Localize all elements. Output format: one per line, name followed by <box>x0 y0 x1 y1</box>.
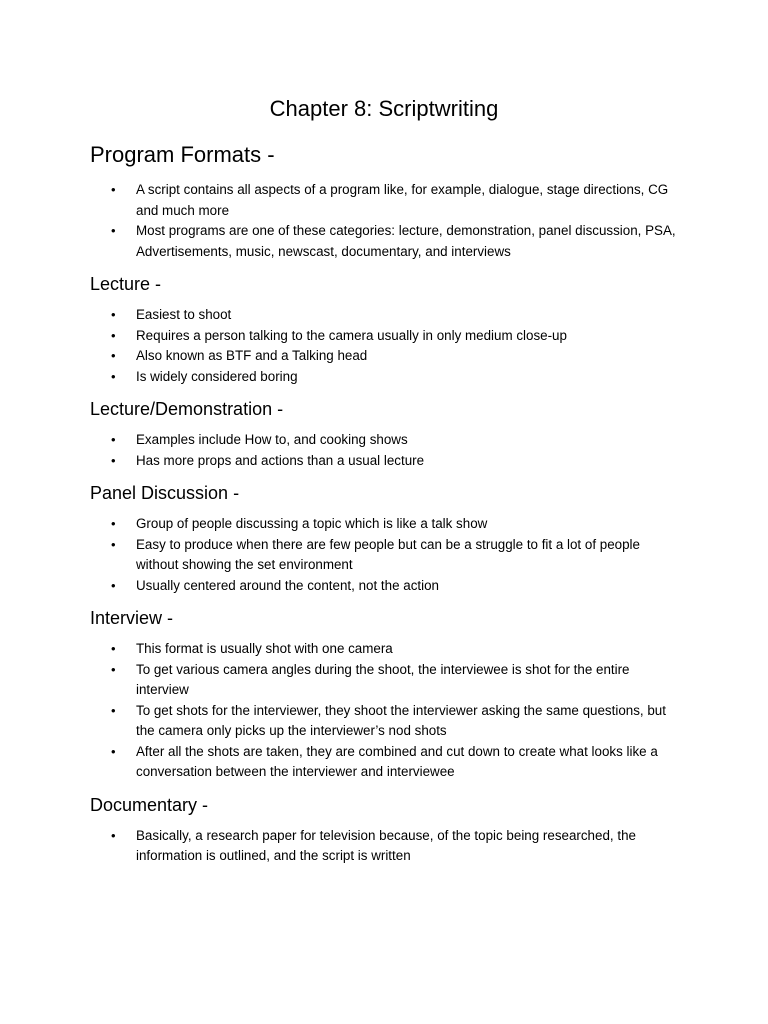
list-item-text: A script contains all aspects of a program like, for example, dialogue, stage directions, CG and much more <box>136 182 669 218</box>
section-documentary <box>90 793 680 867</box>
list-item-text: Most programs are one of these categories: lecture, demonstration, panel discussion, PSA, Advertisements, music, newscast, documentary, and interviews <box>136 223 676 259</box>
bullet-icon: • <box>111 327 116 343</box>
list-item <box>90 326 680 347</box>
bullet-icon: • <box>111 577 116 593</box>
list-item <box>90 430 680 451</box>
section-lecture-demonstration <box>90 397 680 471</box>
bullet-icon: • <box>111 348 116 363</box>
bullet-list <box>90 639 680 783</box>
list-item <box>90 367 680 388</box>
list-item-text: To get shots for the interviewer, they shoot the interviewer asking the same questions, but the camera only picks up the interviewer’s nod shots <box>136 702 666 738</box>
section-heading: Lecture - <box>90 274 162 294</box>
list-item-text: Also known as BTF and a Talking head <box>136 348 368 363</box>
list-item-text: Examples include How to, and cooking shows <box>136 432 408 447</box>
page-title: Chapter 8: Scriptwriting <box>269 96 499 121</box>
list-item <box>90 826 680 867</box>
document-body <box>90 136 680 867</box>
bullet-icon: • <box>111 452 116 468</box>
list-item <box>90 639 680 660</box>
list-item-text: Is widely considered boring <box>136 368 298 384</box>
section-heading: Panel Discussion - <box>90 483 240 503</box>
bullet-icon: • <box>111 223 116 238</box>
bullet-icon: • <box>111 661 116 677</box>
bullet-list <box>90 826 680 867</box>
list-item-text: Has more props and actions than a usual lecture <box>136 452 425 468</box>
bullet-list <box>90 305 680 387</box>
list-item-text: After all the shots are taken, they are combined and cut down to create what looks like a conversation between the interviewer and interviewee <box>136 743 658 779</box>
list-item <box>90 514 680 535</box>
bullet-list <box>90 180 680 262</box>
list-item-text: Easiest to shoot <box>136 307 232 322</box>
list-item-text: Basically, a research paper for television because, of the topic being researched, the information is outlined, and the script is written <box>136 827 636 863</box>
list-item-text: Easy to produce when there are few people but can be a struggle to fit a lot of people without showing the set environment <box>136 536 640 572</box>
bullet-icon: • <box>111 641 116 656</box>
list-item <box>90 701 680 742</box>
section-heading: Program Formats - <box>90 142 275 167</box>
list-item <box>90 742 680 783</box>
list-item <box>90 535 680 576</box>
bullet-icon: • <box>111 432 116 447</box>
list-item <box>90 660 680 701</box>
section-interview <box>90 606 680 783</box>
list-item <box>90 221 680 262</box>
section-lecture <box>90 272 680 387</box>
section-program-formats <box>90 140 680 262</box>
section-panel-discussion <box>90 481 680 596</box>
section-heading: Documentary - <box>90 794 209 815</box>
section-heading: Interview - <box>90 608 174 628</box>
bullet-list <box>90 514 680 596</box>
bullet-icon: • <box>111 182 116 197</box>
list-item-text: This format is usually shot with one camera <box>136 641 393 656</box>
list-item <box>90 346 680 367</box>
bullet-icon: • <box>111 368 116 384</box>
list-item <box>90 305 680 326</box>
bullet-icon: • <box>111 702 116 718</box>
list-item <box>90 180 680 221</box>
list-item <box>90 451 680 472</box>
bullet-list <box>90 430 680 471</box>
section-heading: Lecture/Demonstration - <box>90 399 284 419</box>
list-item <box>90 576 680 597</box>
list-item-text: Usually centered around the content, not the action <box>136 577 439 593</box>
list-item-text: Group of people discussing a topic which is like a talk show <box>136 516 488 531</box>
bullet-icon: • <box>111 307 116 322</box>
list-item-text: To get various camera angles during the shoot, the interviewee is shot for the entire interview <box>136 661 630 697</box>
bullet-icon: • <box>111 827 116 843</box>
bullet-icon: • <box>111 743 116 759</box>
bullet-icon: • <box>111 516 116 531</box>
bullet-icon: • <box>111 536 116 552</box>
list-item-text: Requires a person talking to the camera usually in only medium close-up <box>136 327 567 343</box>
